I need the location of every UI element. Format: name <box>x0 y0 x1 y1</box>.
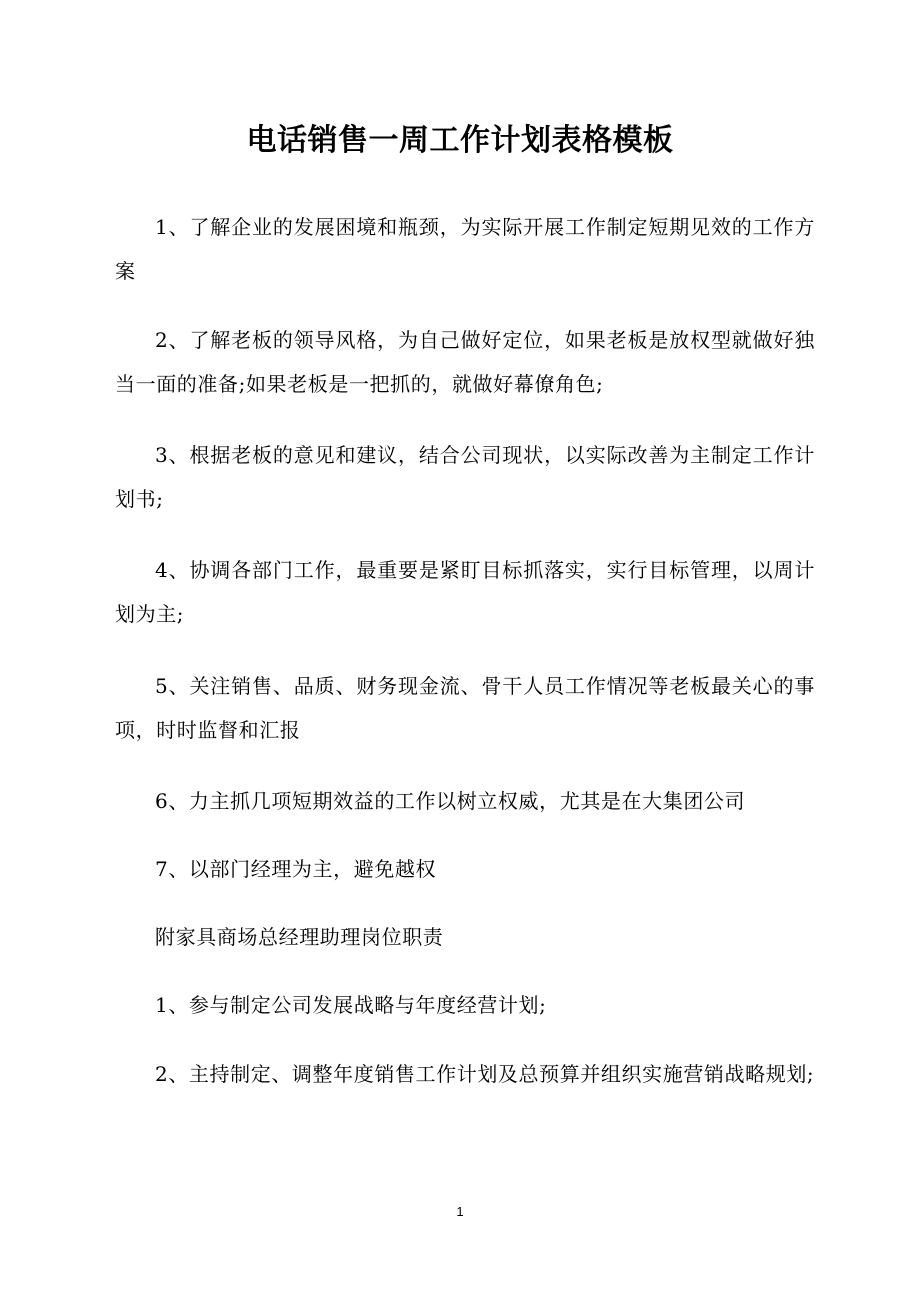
page-number: 1 <box>456 1204 464 1219</box>
paragraph-8: 1、参与制定公司发展战略与年度经营计划; <box>155 993 547 1017</box>
page-title: 电话销售一周工作计划表格模板 <box>246 123 674 158</box>
paragraph-4: 4、协调各部门工作，最重要是紧盯目标抓落实，实行目标管理，以周计划为主; <box>115 558 815 626</box>
paragraph-6: 6、力主抓几项短期效益的工作以树立权威，尤其是在大集团公司 <box>155 789 746 813</box>
paragraph-3: 3、根据老板的意见和建议，结合公司现状，以实际改善为主制定工作计划书; <box>115 443 815 511</box>
paragraph-9: 2、主持制定、调整年度销售工作计划及总预算并组织实施营销战略规划; <box>155 1062 815 1086</box>
paragraph-2: 2、了解老板的领导风格，为自己做好定位，如果老板是放权型就做好独当一面的准备;如果老板是一把抓的，就做好幕僚角色; <box>115 328 815 396</box>
paragraph-7: 7、以部门经理为主，避免越权 <box>155 857 437 881</box>
paragraph-section-heading: 附家具商场总经理助理岗位职责 <box>155 925 444 949</box>
paragraph-1: 1、了解企业的发展困境和瓶颈，为实际开展工作制定短期见效的工作方案 <box>115 215 815 283</box>
paragraph-5: 5、关注销售、品质、财务现金流、骨干人员工作情况等老板最关心的事项，时时监督和汇报 <box>115 674 815 742</box>
